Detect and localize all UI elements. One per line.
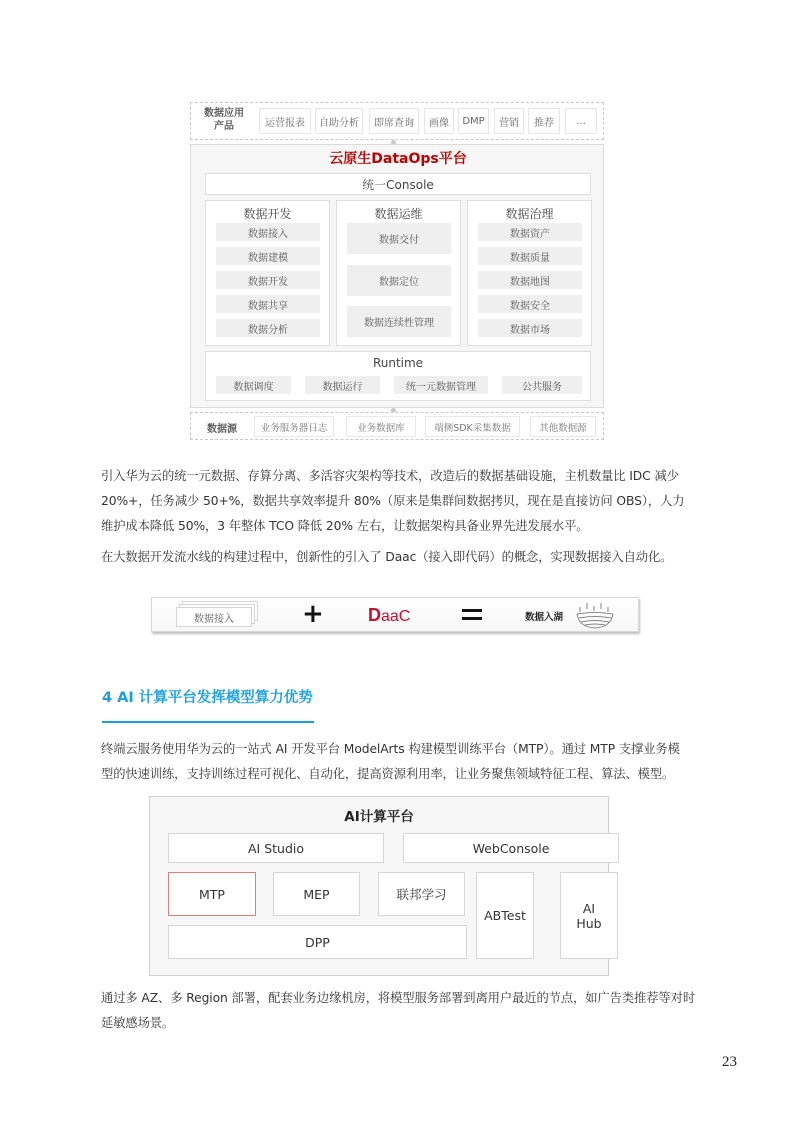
plus-sign: + [302, 599, 324, 629]
data-ingest-card: 数据接入 [176, 607, 252, 627]
page-number: 23 [722, 1054, 737, 1070]
paragraph-line: 型的快速训练，支持训练过程可视化、自动化，提高资源利用率，让业务聚焦领域特征工程、算法、模型。 [101, 767, 675, 781]
ai-hub-line2: Hub [576, 915, 602, 931]
app-chip: 运营报表 [259, 108, 311, 134]
column-title: 数据运维 [374, 207, 423, 221]
runtime-item: 统一元数据管理 [394, 376, 488, 394]
daac-logo [368, 605, 410, 626]
data-lake-icon [574, 600, 616, 630]
paragraph-modelarts [101, 737, 701, 787]
ai-studio-box: AI Studio [168, 833, 384, 863]
column-item: 数据分析 [216, 319, 320, 337]
app-chip: 画像 [424, 108, 454, 134]
column-item: 数据安全 [478, 295, 582, 313]
mep-box: MEP [273, 872, 360, 916]
data-source-label: 数据源 [207, 424, 237, 435]
platform-title: 云原生DataOps平台 [329, 151, 467, 167]
column-item: 数据接入 [216, 223, 320, 241]
app-product-layer [190, 102, 604, 140]
column-item: 数据开发 [216, 271, 320, 289]
paragraph-line: 终端云服务使用华为云的一站式 AI 开发平台 ModelArts 构建模型训练平台（MTP）。通过 MTP 支撑业务模 [101, 742, 680, 756]
federated-learning-box: 联邦学习 [378, 872, 465, 916]
runtime-title: Runtime [372, 356, 424, 370]
source-chip: 其他数据源 [530, 416, 596, 437]
daac-banner [151, 597, 639, 632]
app-chip: ... [565, 108, 597, 134]
column-data-operations [336, 200, 461, 346]
paragraph-line: 维护成本降低 50%，3 年整体 TCO 降低 20% 左右，让数据架构具备业界先进发展水平。 [101, 519, 589, 533]
app-chip: 自助分析 [315, 108, 363, 134]
column-title: 数据开发 [243, 207, 292, 221]
column-title: 数据治理 [505, 207, 554, 221]
runtime-item: 公共服务 [502, 376, 582, 394]
column-data-governance [467, 200, 592, 346]
column-item: 数据资产 [478, 223, 582, 241]
paragraph-daac: 在大数据开发流水线的构建过程中，创新性的引入了 Daac（接入即代码）的概念，实现数据接入自动化。 [101, 550, 673, 564]
ai-platform-title: AI计算平台 [344, 809, 414, 825]
paragraph-line: 引入华为云的统一元数据、存算分离、多活容灾架构等技术，改造后的数据基础设施，主机数量比 IDC 减少 [101, 469, 679, 483]
paragraph-line: 延敏感场景。 [101, 1016, 175, 1030]
column-item: 数据共享 [216, 295, 320, 313]
daac-logo-d: D [368, 605, 381, 625]
abtest-box: ABTest [476, 872, 534, 959]
section-heading: 4 AI 计算平台发挥模型算力优势 [102, 690, 313, 706]
column-item: 数据市场 [478, 319, 582, 337]
column-item: 数据交付 [347, 223, 451, 254]
app-chip: DMP [458, 108, 489, 134]
equals-sign [462, 609, 482, 621]
webconsole-box: WebConsole [403, 833, 619, 863]
runtime-layer [205, 351, 591, 401]
runtime-item: 数据运行 [305, 376, 380, 394]
unified-console: 统一Console [205, 173, 591, 195]
ai-hub-box [560, 872, 618, 959]
data-lake-label: 数据入湖 [525, 612, 564, 623]
app-chip: 即席查询 [369, 108, 419, 134]
paragraph-line: 20%+，任务减少 50+%，数据共享效率提升 80%（原来是集群间数据拷贝，现在是直接访问 OBS），人力 [101, 494, 685, 508]
heading-underline [102, 721, 314, 723]
column-item: 数据建模 [216, 247, 320, 265]
app-chip: 营销 [494, 108, 524, 134]
data-source-layer [190, 412, 604, 440]
paragraph-deployment [101, 986, 701, 1036]
app-layer-label [199, 107, 249, 133]
dpp-box: DPP [168, 925, 467, 959]
column-item: 数据连续性管理 [347, 306, 451, 337]
mtp-box: MTP [168, 872, 256, 916]
paragraph-line: 通过多 AZ、多 Region 部署，配套业务边缘机房，将模型服务部署到离用户最近的节点，如广告类推荐等对时 [101, 991, 696, 1005]
ai-platform-diagram [149, 796, 609, 976]
app-layer-label-line2: 产品 [214, 121, 234, 132]
source-chip: 业务服务器日志 [254, 416, 334, 437]
dataops-platform [190, 144, 604, 408]
runtime-item: 数据调度 [216, 376, 291, 394]
source-chip: 端侧SDK采集数据 [425, 416, 520, 437]
column-item: 数据定位 [347, 265, 451, 296]
source-chip: 业务数据库 [346, 416, 416, 437]
app-chip: 推荐 [528, 108, 560, 134]
column-item: 数据质量 [478, 247, 582, 265]
app-layer-label-line1: 数据应用 [204, 108, 244, 119]
paragraph-infrastructure [101, 464, 701, 539]
column-data-development [205, 200, 330, 346]
ai-hub-line1: AI [582, 900, 596, 916]
column-item: 数据地图 [478, 271, 582, 289]
daac-logo-rest: aaC [381, 608, 411, 625]
